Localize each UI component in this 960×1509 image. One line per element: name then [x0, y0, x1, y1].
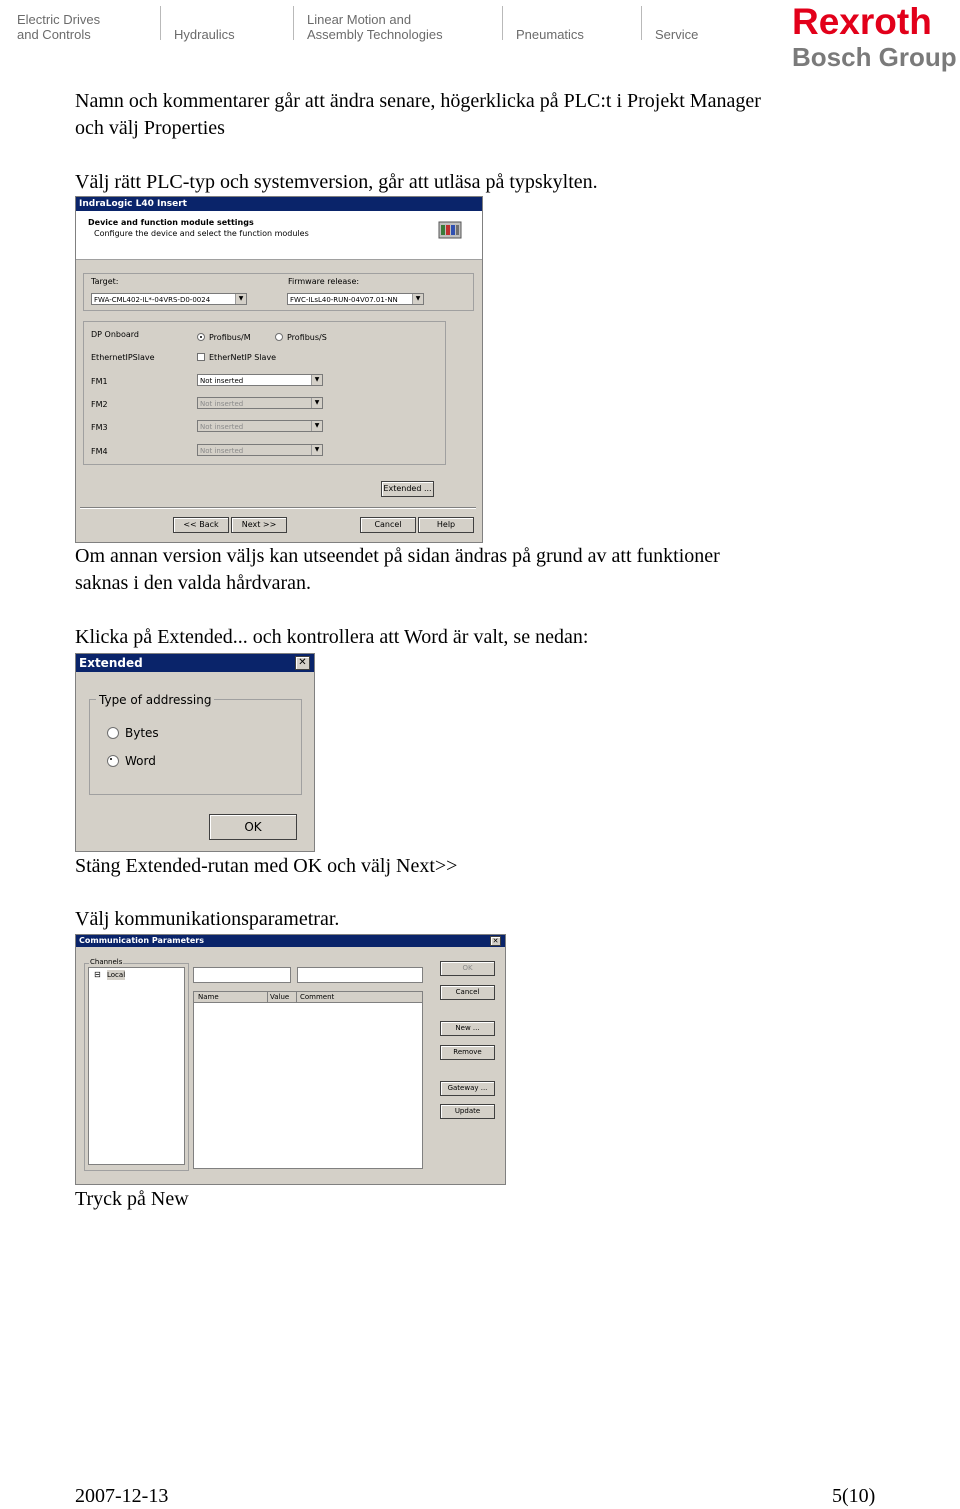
header-divider [160, 6, 161, 40]
target-value: FWA-CML402-IL*-04VRS-D0-0024 [94, 296, 211, 304]
firmware-label: Firmware release: [288, 277, 360, 286]
logo-brand: Rexroth [792, 1, 932, 42]
next-button[interactable]: Next >> [231, 517, 287, 533]
paragraph-1-line-2: och välj Properties [75, 117, 225, 139]
target-label: Target: [91, 277, 119, 286]
column-divider [296, 992, 297, 1002]
chevron-down-icon: ▼ [311, 445, 322, 455]
paragraph-5: Stäng Extended-rutan med OK och välj Next>> [75, 855, 458, 877]
fm1-select[interactable] [197, 374, 323, 386]
target-select[interactable] [91, 293, 247, 305]
dialog-subheading: Configure the device and select the function modules [94, 229, 309, 238]
dialog-title: Communication Parameters [76, 935, 505, 947]
paragraph-4: Klicka på Extended... och kontrollera att Word är valt, se nedan: [75, 626, 589, 648]
cancel-button[interactable]: Cancel [440, 985, 495, 1000]
new-button[interactable]: New ... [440, 1021, 495, 1036]
channel-name-field[interactable] [193, 967, 291, 983]
nav-line2: Assembly Technologies [307, 27, 443, 42]
addressing-group-label: Type of addressing [96, 692, 214, 708]
dialog-communication-parameters [75, 934, 506, 1185]
ethernetip-label: EthernetIPSlave [91, 353, 155, 362]
fm3-value: Not inserted [200, 423, 244, 431]
paragraph-3-line-2: saknas i den valda hårdvaran. [75, 572, 312, 594]
target-group [83, 273, 474, 311]
word-radio[interactable] [107, 755, 119, 767]
fm4-select [197, 444, 323, 456]
remove-button[interactable]: Remove [440, 1045, 495, 1060]
nav-line1: Electric Drives [17, 12, 101, 27]
footer-page-number: 5(10) [832, 1485, 876, 1507]
ethernetip-checkbox[interactable] [197, 353, 205, 361]
footer-date: 2007-12-13 [75, 1485, 169, 1507]
channels-tree[interactable] [88, 967, 185, 1165]
nav-line1 [516, 12, 584, 27]
fm2-select [197, 397, 323, 409]
ok-button[interactable]: OK [440, 961, 495, 976]
dialog-separator [80, 507, 476, 509]
nav-line1 [174, 12, 235, 27]
nav-line2: Hydraulics [174, 27, 235, 42]
dialog-extended [75, 653, 315, 852]
paragraph-6: Välj kommunikationsparametrar. [75, 908, 340, 930]
nav-line2: Pneumatics [516, 27, 584, 42]
chevron-down-icon[interactable]: ▼ [412, 294, 423, 304]
profibus-s-label: Profibus/S [287, 333, 327, 342]
fm2-label: FM2 [91, 400, 108, 409]
extended-button[interactable]: Extended ... [381, 481, 434, 497]
firmware-value: FWC-ILsL40-RUN-04V07.01-NN [290, 296, 398, 304]
chevron-down-icon[interactable]: ▼ [235, 294, 246, 304]
paragraph-7: Tryck på New [75, 1188, 189, 1210]
parameters-table[interactable] [193, 991, 423, 1169]
column-value[interactable]: Value [270, 993, 290, 1001]
chevron-down-icon: ▼ [311, 421, 322, 431]
dialog-title: Extended [76, 654, 314, 672]
ethernetip-check-label: EtherNetIP Slave [209, 353, 277, 362]
firmware-select[interactable] [287, 293, 424, 305]
header-divider [502, 6, 503, 40]
fm2-value: Not inserted [200, 400, 244, 408]
paragraph-3-line-1: Om annan version väljs kan utseendet på sidan ändras på grund av att funktioner [75, 545, 720, 567]
tree-expand-icon[interactable]: ⊟ [94, 970, 101, 979]
dialog-indralogic-insert [75, 196, 483, 543]
bytes-radio[interactable] [107, 727, 119, 739]
dialog-header-panel [76, 211, 482, 260]
nav-line2: and Controls [17, 27, 91, 42]
chevron-down-icon: ▼ [311, 398, 322, 408]
header-divider [641, 6, 642, 40]
nav-linear-motion[interactable] [307, 12, 443, 42]
close-icon[interactable]: ✕ [295, 656, 310, 670]
paragraph-2: Välj rätt PLC-typ och systemversion, går att utläsa på typskylten. [75, 171, 598, 193]
dp-onboard-label: DP Onboard [91, 330, 139, 339]
fm4-value: Not inserted [200, 447, 244, 455]
ok-button[interactable]: OK [209, 814, 297, 840]
nav-hydraulics[interactable] [174, 12, 235, 42]
channel-info-field[interactable] [297, 967, 423, 983]
fm3-select [197, 420, 323, 432]
gateway-button[interactable]: Gateway ... [440, 1081, 495, 1096]
column-comment[interactable]: Comment [300, 993, 335, 1001]
update-button[interactable]: Update [440, 1104, 495, 1119]
header-divider [293, 6, 294, 40]
fm4-label: FM4 [91, 447, 108, 456]
profibus-m-radio[interactable] [197, 333, 205, 341]
fm3-label: FM3 [91, 423, 108, 432]
profibus-s-radio[interactable] [275, 333, 283, 341]
fm1-value: Not inserted [200, 377, 244, 385]
nav-service[interactable] [655, 12, 698, 42]
column-divider [267, 992, 268, 1002]
device-config-icon [438, 221, 462, 239]
paragraph-1-line-1: Namn och kommentarer går att ändra senare, högerklicka på PLC:t i Projekt Manager [75, 90, 761, 112]
nav-line1 [655, 12, 698, 27]
nav-pneumatics[interactable] [516, 12, 584, 42]
nav-electric-drives[interactable] [17, 12, 100, 42]
help-button[interactable]: Help [418, 517, 474, 533]
channels-label: Channels [90, 958, 123, 966]
profibus-m-label: Profibus/M [209, 333, 251, 342]
tree-item-local[interactable]: Local [107, 971, 126, 979]
addressing-group [89, 699, 302, 795]
dialog-title: IndraLogic L40 Insert [76, 197, 482, 211]
table-header [194, 992, 422, 1003]
bytes-label: Bytes [125, 726, 159, 740]
logo-group: Bosch Group [792, 42, 957, 72]
nav-line2: Service [655, 27, 699, 42]
close-icon[interactable]: ✕ [490, 936, 501, 946]
dialog-heading: Device and function module settings [88, 218, 254, 227]
column-name[interactable]: Name [198, 993, 219, 1001]
fm1-label: FM1 [91, 377, 108, 386]
word-label: Word [125, 754, 156, 768]
nav-line1: Linear Motion and [307, 12, 412, 27]
cancel-button[interactable]: Cancel [360, 517, 416, 533]
chevron-down-icon[interactable]: ▼ [311, 375, 322, 385]
back-button[interactable]: << Back [173, 517, 229, 533]
